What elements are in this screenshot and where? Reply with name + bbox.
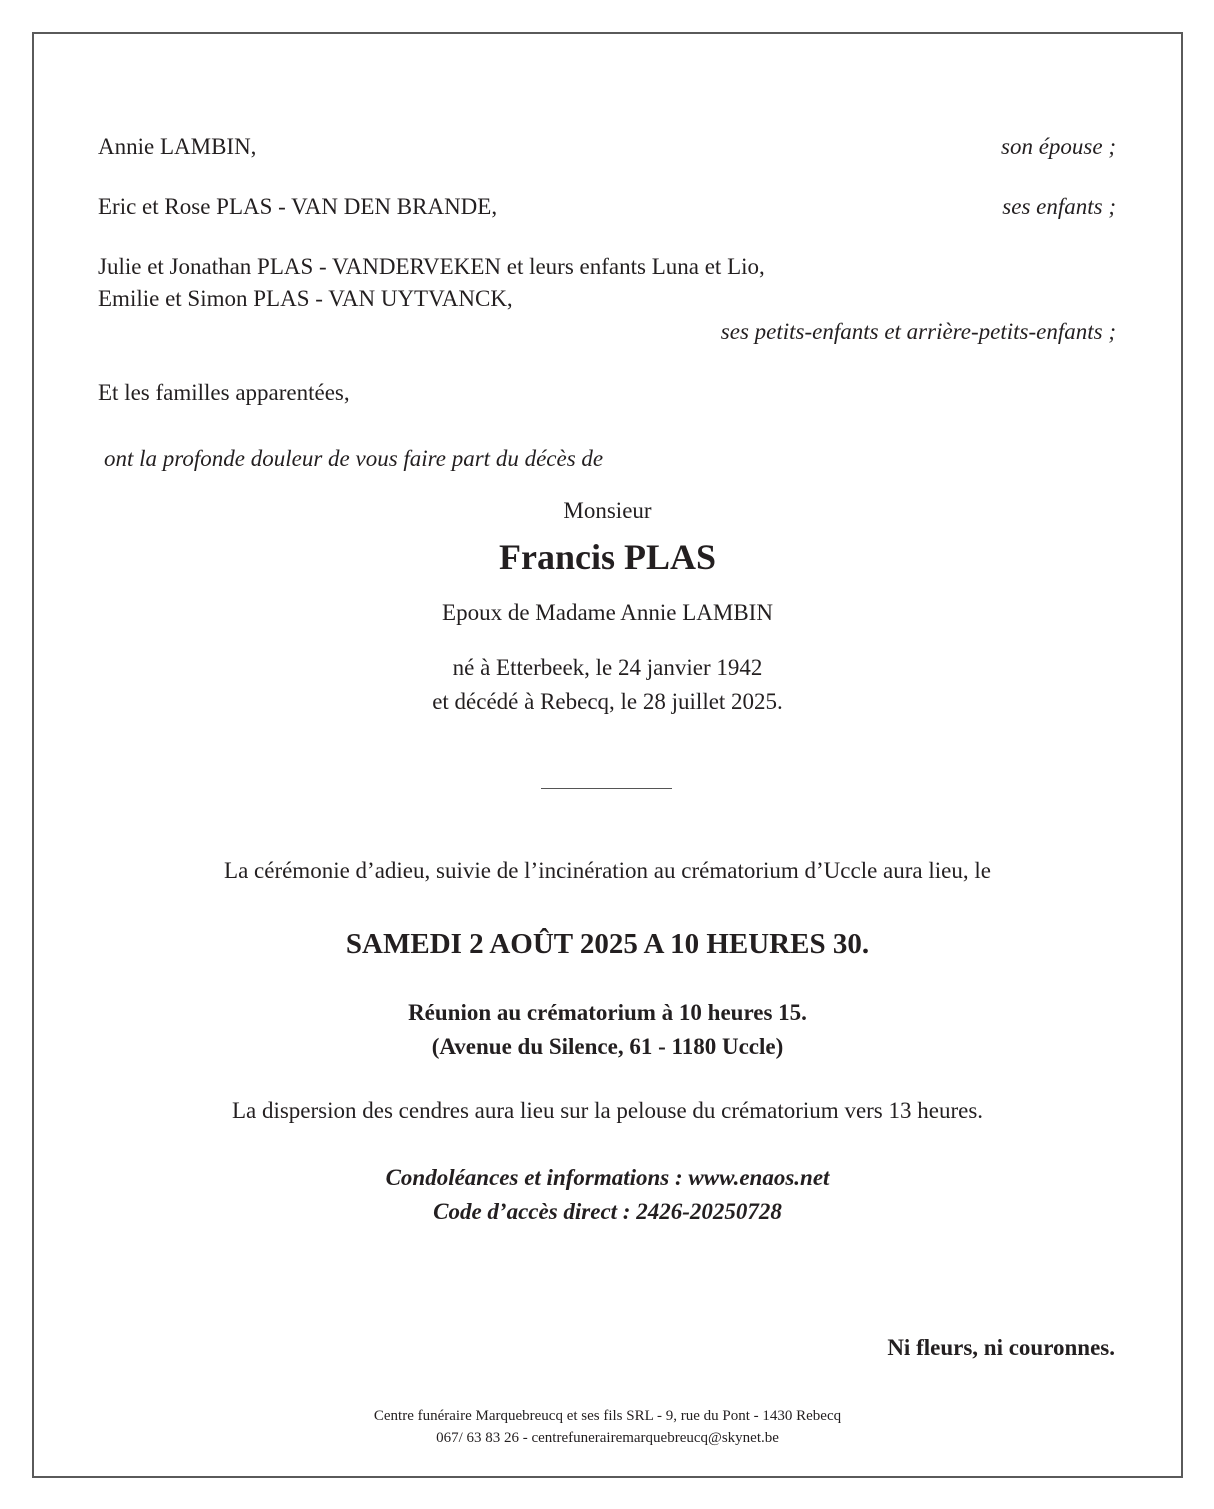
ceremony-meeting: Réunion au crématorium à 10 heures 15. (408, 1000, 807, 1025)
children-names: Eric et Rose PLAS - VAN DEN BRANDE, (98, 194, 498, 219)
deceased-name: Francis PLAS (498, 537, 716, 577)
ceremony-datetime: SAMEDI 2 AOÛT 2025 A 10 HEURES 30. (345, 928, 870, 960)
footer-contact: 067/ 63 83 26 - centrefunerairemarquebreucq@skynet.be (436, 1430, 779, 1446)
deceased-title: Monsieur (563, 498, 652, 523)
grandchildren-line-2: Emilie et Simon PLAS - VAN UYTVANCK, (98, 286, 513, 311)
spouse-name: Annie LAMBIN, (98, 134, 257, 159)
flowers-note: Ni fleurs, ni couronnes. (887, 1335, 1115, 1360)
page-border (32, 32, 1183, 1478)
ceremony-address: (Avenue du Silence, 61 - 1180 Uccle) (431, 1034, 784, 1059)
grandchildren-line-1: Julie et Jonathan PLAS - VANDERVEKEN et leurs enfants Luna et Lio, (98, 254, 765, 279)
ceremony-intro: La cérémonie d’adieu, suivie de l’incinération au crématorium d’Uccle aura lieu, le (224, 858, 991, 883)
children-relation: ses enfants ; (1002, 194, 1116, 219)
grandchildren-relation: ses petits-enfants et arrière-petits-enfants ; (720, 319, 1116, 344)
deceased-death: et décédé à Rebecq, le 28 juillet 2025. (432, 689, 783, 714)
condolences-website: Condoléances et informations : www.enaos.net (385, 1165, 830, 1190)
spouse-relation: son épouse ; (1001, 134, 1116, 159)
deceased-spouse-line: Epoux de Madame Annie LAMBIN (442, 600, 773, 625)
ceremony-dispersion: La dispersion des cendres aura lieu sur la pelouse du crématorium vers 13 heures. (231, 1098, 984, 1123)
section-divider (541, 788, 672, 789)
footer-address: Centre funéraire Marquebreucq et ses fils SRL - 9, rue du Pont - 1430 Rebecq (373, 1408, 842, 1424)
announcement-line: ont la profonde douleur de vous faire part du décès de (104, 446, 604, 471)
condolences-access-code: Code d’accès direct : 2426-20250728 (433, 1199, 782, 1224)
deceased-birth: né à Etterbeek, le 24 janvier 1942 (452, 655, 763, 680)
relatives-line: Et les familles apparentées, (98, 380, 350, 405)
